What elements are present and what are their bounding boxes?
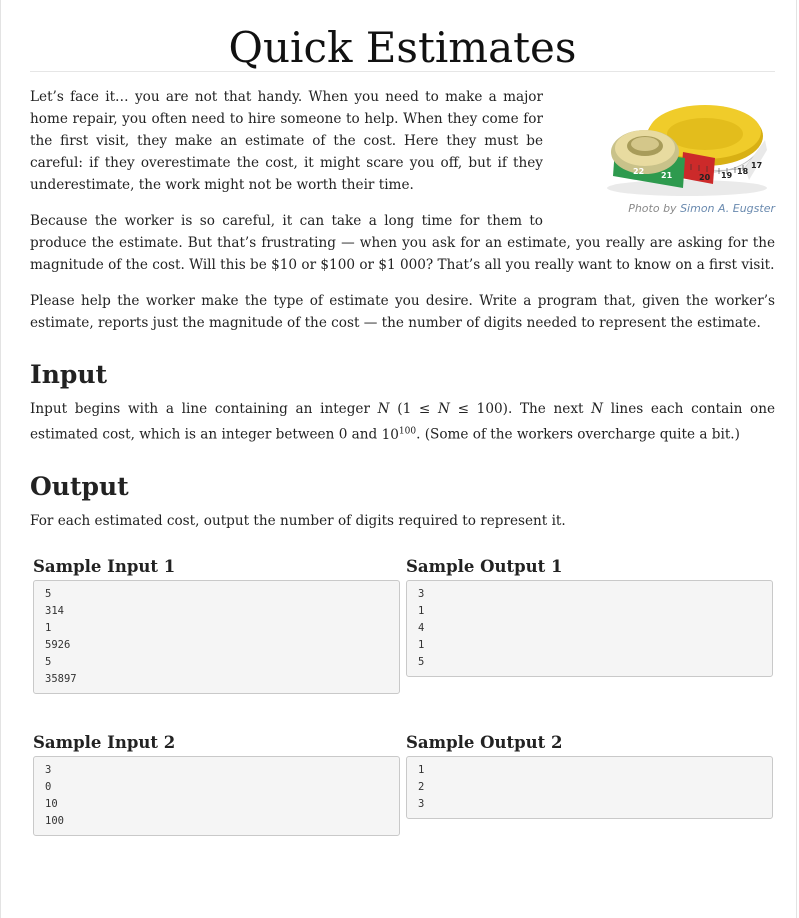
tape-number: 20 bbox=[699, 173, 711, 182]
tape-number: 18 bbox=[737, 167, 749, 176]
sample-output-1-title: Sample Output 1 bbox=[406, 556, 563, 576]
sample-input-1-box[interactable]: 5 314 1 5926 5 35897 bbox=[33, 580, 400, 694]
tape-number: 22 bbox=[633, 167, 645, 176]
input-description: Input begins with a line containing an integer N (1 ≤ N ≤ 100). The next N lines each contain one estimated cost, which is an integer between 0 and $10^{100}$. (Some of the workers overcharge quite a bit.) bbox=[30, 401, 776, 443]
sample-input-1-title: Sample Input 1 bbox=[33, 556, 176, 576]
statement-paragraph-2: Because the worker is so careful, it can take a long time for them to produce the estimate. But that’s frustrating — when you ask for an estimate, you really are asking for the magnitude of the cost. Will this be $10 or $100 or $1 000? That’s all you really want to know on a first visit. bbox=[30, 213, 775, 273]
problem-statement bbox=[30, 86, 775, 334]
sample-input-1 bbox=[33, 554, 400, 694]
figure bbox=[565, 88, 775, 215]
sample-output-1-box[interactable]: 3 1 4 1 5 bbox=[406, 580, 773, 677]
var-n: N bbox=[377, 401, 390, 417]
power-of-ten: $10^{100}$ bbox=[381, 426, 417, 443]
statement-paragraph-1: Let’s face it… you are not that handy. When you need to make a major home repair, you often need to hire someone to help. When they come for the first visit, they make an estimate of the cost. Here they must be careful: if they overestimate the cost, it might scare you off, but if they underestimate, the work might not be worth their time. bbox=[30, 89, 543, 193]
sample-output-2 bbox=[406, 730, 773, 819]
caption-author-link[interactable]: Simon A. Eugster bbox=[680, 202, 775, 215]
sample-output-1 bbox=[406, 554, 773, 677]
sample-output-2-box[interactable]: 1 2 3 bbox=[406, 756, 773, 819]
caption-prefix: Photo by bbox=[628, 202, 677, 215]
output-heading: Output bbox=[30, 471, 129, 501]
output-description: For each estimated cost, output the number of digits required to represent it. bbox=[30, 512, 566, 529]
problem-content bbox=[30, 0, 775, 900]
sample-input-2-title: Sample Input 2 bbox=[33, 732, 176, 752]
sample-2 bbox=[30, 730, 775, 900]
problem-title: Quick Estimates bbox=[30, 0, 775, 72]
measuring-tape-illustration bbox=[595, 88, 775, 200]
statement-paragraph-3: Please help the worker make the type of estimate you desire. Write a program that, given the worker’s estimate, reports just the magnitude of the cost — the number of digits needed to represent the estimate. bbox=[30, 293, 775, 331]
money-1000: $1 000 bbox=[378, 257, 426, 273]
money-10: $10 bbox=[271, 257, 298, 273]
tape-number: 17 bbox=[751, 161, 763, 170]
tape-number: 21 bbox=[661, 171, 673, 180]
sample-input-2-box[interactable]: 3 0 10 100 bbox=[33, 756, 400, 836]
sample-input-2 bbox=[33, 730, 400, 836]
figure-caption bbox=[565, 202, 775, 215]
money-100: $100 bbox=[320, 257, 356, 273]
tape-number: 19 bbox=[721, 171, 733, 180]
sample-1 bbox=[30, 554, 775, 724]
input-heading: Input bbox=[30, 360, 108, 389]
sample-output-2-title: Sample Output 2 bbox=[406, 732, 563, 752]
